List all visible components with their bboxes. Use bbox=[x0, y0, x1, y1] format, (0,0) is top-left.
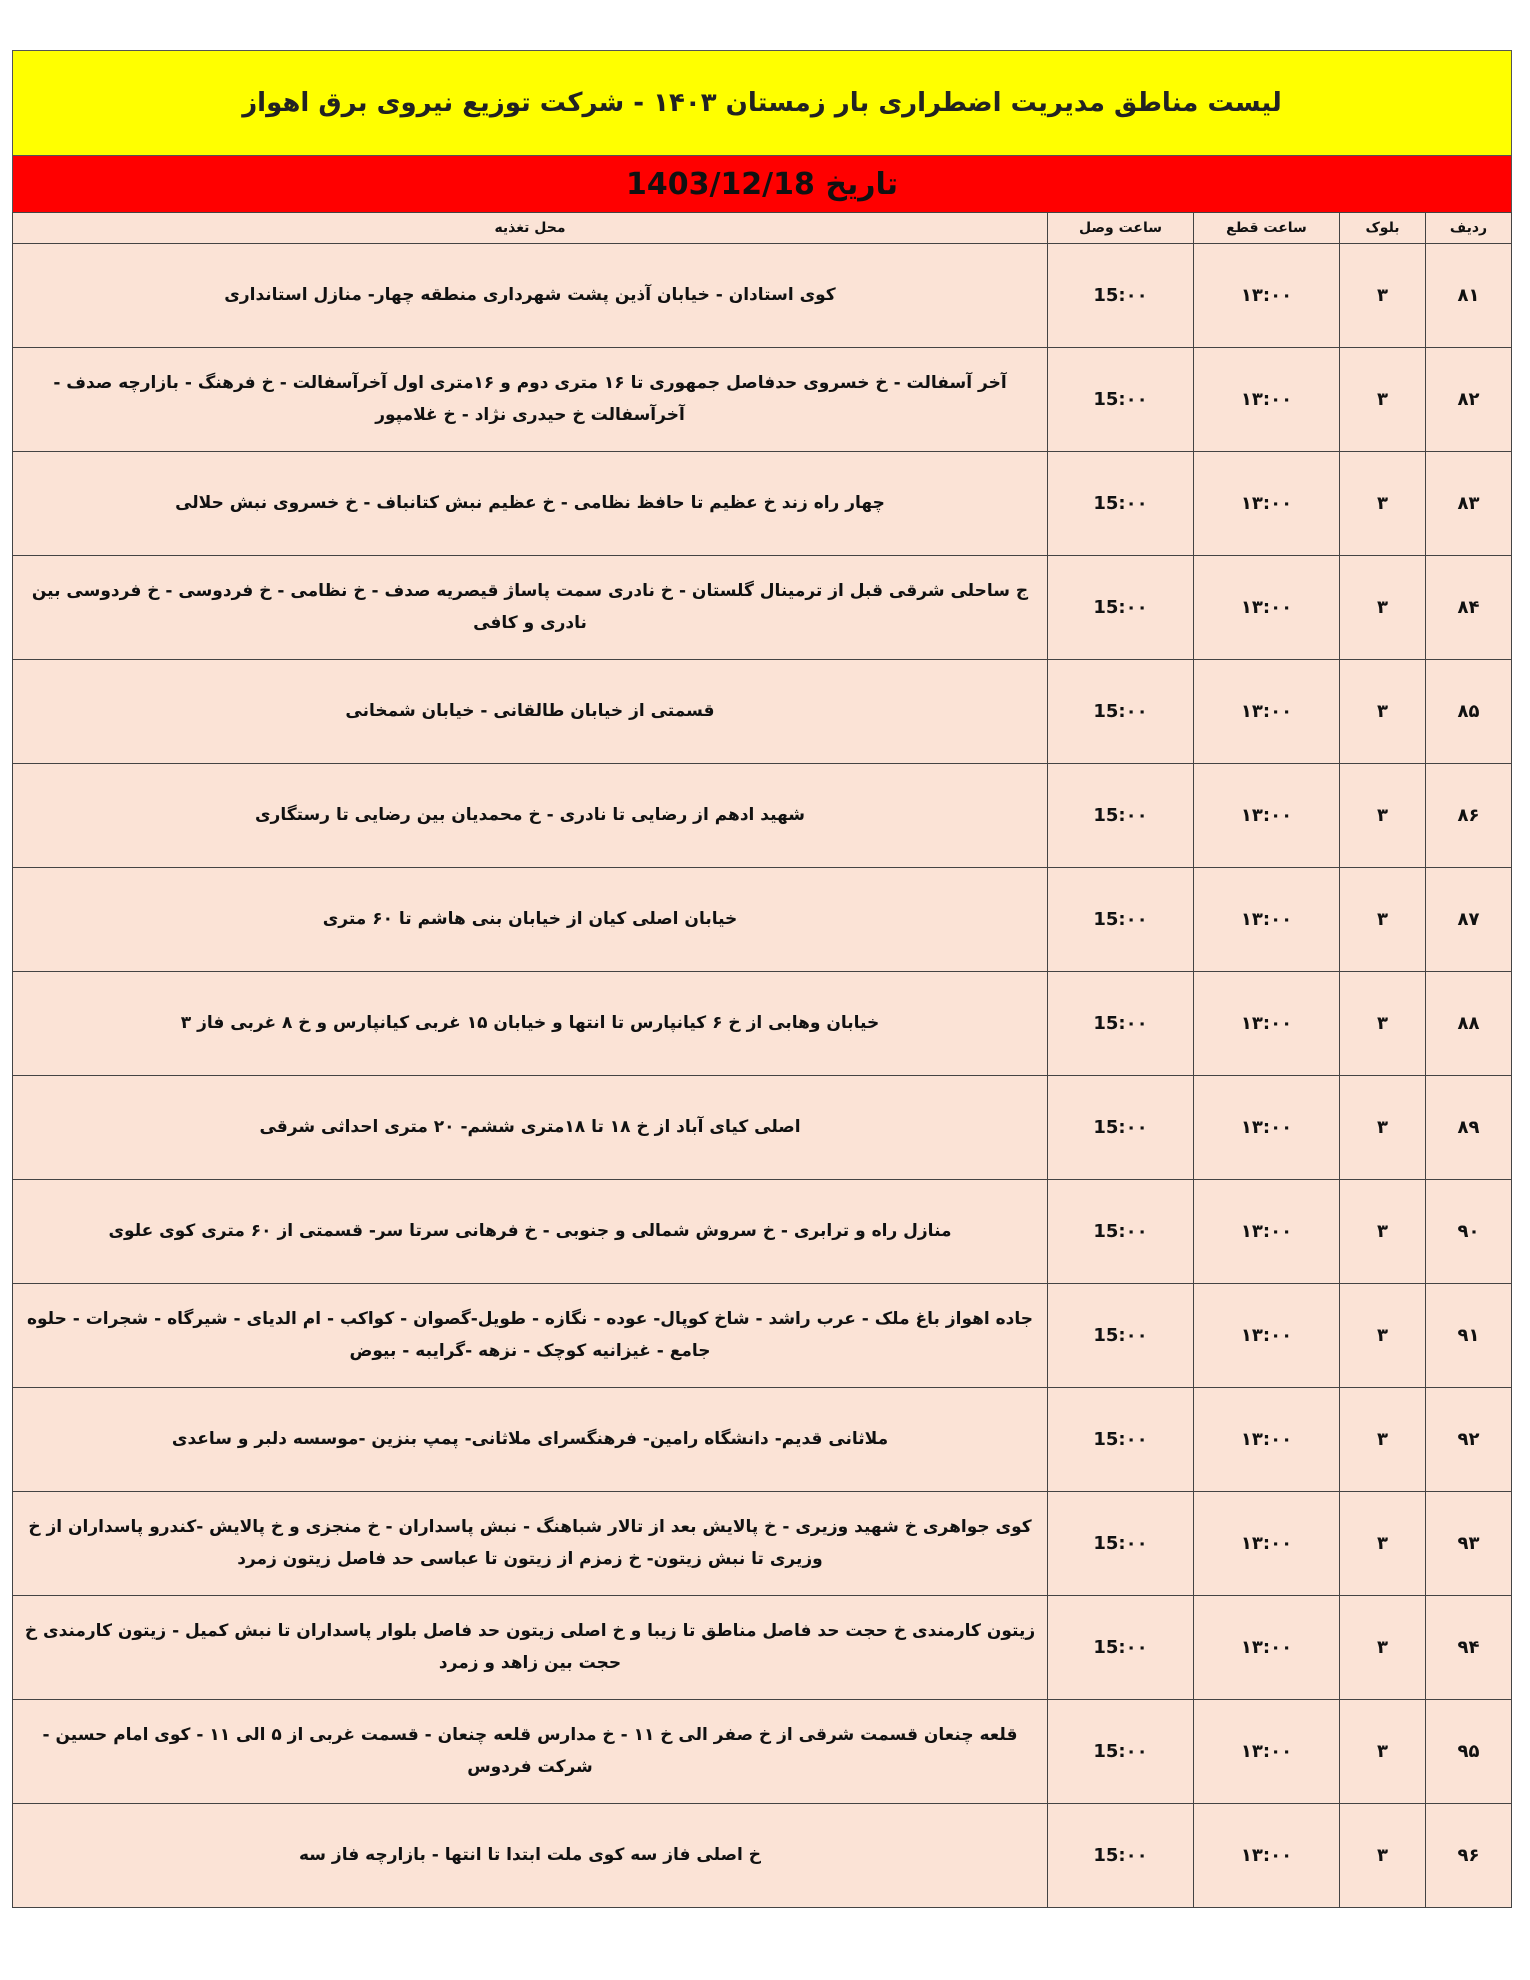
row-number-cell: ۹۳ bbox=[1426, 1492, 1512, 1596]
area-cell: چهار راه زند خ عظیم تا حافظ نظامی - خ عظیم نبش کتانباف - خ خسروی نبش حلالی bbox=[13, 452, 1048, 556]
table-row bbox=[13, 764, 1512, 868]
table-row bbox=[13, 1284, 1512, 1388]
cut-time-cell: ۱۳:۰۰ bbox=[1194, 868, 1340, 972]
area-cell: آخر آسفالت - خ خسروی حدفاصل جمهوری تا ۱۶ متری دوم و ۱۶متری اول آخرآسفالت - خ فرهنگ - بازارچه صدف - آخرآسفالت خ حیدری نژاد - خ غلامپور bbox=[13, 348, 1048, 452]
connect-time-cell: 15:۰۰ bbox=[1048, 868, 1194, 972]
cut-time-cell: ۱۳:۰۰ bbox=[1194, 556, 1340, 660]
block-cell: ۳ bbox=[1340, 1180, 1426, 1284]
area-cell: کوی استادان - خیابان آذین پشت شهرداری منطقه چهار- منازل استانداری bbox=[13, 244, 1048, 348]
block-cell: ۳ bbox=[1340, 1492, 1426, 1596]
table-header-row bbox=[13, 213, 1512, 244]
connect-time-cell: 15:۰۰ bbox=[1048, 1180, 1194, 1284]
header-connect-time: ساعت وصل bbox=[1048, 213, 1194, 244]
area-cell: خ اصلی فاز سه کوی ملت ابتدا تا انتها - بازارچه فاز سه bbox=[13, 1804, 1048, 1908]
row-number-cell: ۹۶ bbox=[1426, 1804, 1512, 1908]
row-number-cell: ۸۳ bbox=[1426, 452, 1512, 556]
row-number-cell: ۹۰ bbox=[1426, 1180, 1512, 1284]
block-cell: ۳ bbox=[1340, 868, 1426, 972]
table-row bbox=[13, 1388, 1512, 1492]
area-cell: زیتون کارمندی خ حجت حد فاصل مناطق تا زیبا و خ اصلی زیتون حد فاصل بلوار پاسداران تا نبش کمیل - زیتون کارمندی خ حجت بین زاهد و زمرد bbox=[13, 1596, 1048, 1700]
row-number-cell: ۹۴ bbox=[1426, 1596, 1512, 1700]
connect-time-cell: 15:۰۰ bbox=[1048, 452, 1194, 556]
cut-time-cell: ۱۳:۰۰ bbox=[1194, 764, 1340, 868]
table-row bbox=[13, 660, 1512, 764]
cut-time-cell: ۱۳:۰۰ bbox=[1194, 972, 1340, 1076]
block-cell: ۳ bbox=[1340, 1284, 1426, 1388]
header-block: بلوک bbox=[1340, 213, 1426, 244]
table-row bbox=[13, 1804, 1512, 1908]
cut-time-cell: ۱۳:۰۰ bbox=[1194, 1700, 1340, 1804]
cut-time-cell: ۱۳:۰۰ bbox=[1194, 452, 1340, 556]
connect-time-cell: 15:۰۰ bbox=[1048, 1492, 1194, 1596]
area-cell: ملاثانی قدیم- دانشگاه رامین- فرهنگسرای ملاثانی- پمپ بنزین -موسسه دلبر و ساعدی bbox=[13, 1388, 1048, 1492]
connect-time-cell: 15:۰۰ bbox=[1048, 764, 1194, 868]
row-number-cell: ۸۲ bbox=[1426, 348, 1512, 452]
block-cell: ۳ bbox=[1340, 452, 1426, 556]
connect-time-cell: 15:۰۰ bbox=[1048, 244, 1194, 348]
block-cell: ۳ bbox=[1340, 1076, 1426, 1180]
row-number-cell: ۸۴ bbox=[1426, 556, 1512, 660]
area-cell: شهید ادهم از رضایی تا نادری - خ محمدیان بین رضایی تا رستگاری bbox=[13, 764, 1048, 868]
row-number-cell: ۹۲ bbox=[1426, 1388, 1512, 1492]
block-cell: ۳ bbox=[1340, 556, 1426, 660]
connect-time-cell: 15:۰۰ bbox=[1048, 1388, 1194, 1492]
row-number-cell: ۹۱ bbox=[1426, 1284, 1512, 1388]
block-cell: ۳ bbox=[1340, 764, 1426, 868]
connect-time-cell: 15:۰۰ bbox=[1048, 1804, 1194, 1908]
connect-time-cell: 15:۰۰ bbox=[1048, 1596, 1194, 1700]
cut-time-cell: ۱۳:۰۰ bbox=[1194, 1180, 1340, 1284]
block-cell: ۳ bbox=[1340, 1388, 1426, 1492]
area-cell: جاده اهواز باغ ملک - عرب راشد - شاخ کوپال- عوده - نگازه - طویل-گصوان - کواکب - ام الدیای - شیرگاه - شجرات - حلوه جامع - غیزانیه کوچک - نزهه -گرایبه - بیوض bbox=[13, 1284, 1048, 1388]
cut-time-cell: ۱۳:۰۰ bbox=[1194, 1076, 1340, 1180]
cut-time-cell: ۱۳:۰۰ bbox=[1194, 244, 1340, 348]
table-row bbox=[13, 868, 1512, 972]
connect-time-cell: 15:۰۰ bbox=[1048, 1700, 1194, 1804]
connect-time-cell: 15:۰۰ bbox=[1048, 1284, 1194, 1388]
connect-time-cell: 15:۰۰ bbox=[1048, 1076, 1194, 1180]
schedule-table bbox=[12, 212, 1512, 1908]
cut-time-cell: ۱۳:۰۰ bbox=[1194, 1596, 1340, 1700]
table-row bbox=[13, 452, 1512, 556]
cut-time-cell: ۱۳:۰۰ bbox=[1194, 1284, 1340, 1388]
table-row bbox=[13, 972, 1512, 1076]
connect-time-cell: 15:۰۰ bbox=[1048, 972, 1194, 1076]
table-row bbox=[13, 1700, 1512, 1804]
row-number-cell: ۸۷ bbox=[1426, 868, 1512, 972]
header-area: محل تغذیه bbox=[13, 213, 1048, 244]
block-cell: ۳ bbox=[1340, 244, 1426, 348]
area-cell: خیابان اصلی کیان از خیابان بنی هاشم تا ۶۰ متری bbox=[13, 868, 1048, 972]
connect-time-cell: 15:۰۰ bbox=[1048, 556, 1194, 660]
cut-time-cell: ۱۳:۰۰ bbox=[1194, 1492, 1340, 1596]
table-row bbox=[13, 556, 1512, 660]
area-cell: خیابان وهابی از خ ۶ کیانپارس تا انتها و خیابان ۱۵ غربی کیانپارس و خ ۸ غربی فاز ۳ bbox=[13, 972, 1048, 1076]
area-cell: کوی جواهری خ شهید وزیری - خ پالایش بعد از تالار شباهنگ - نبش پاسداران - خ منجزی و خ پالایش -کندرو پاسداران از خ وزیری تا نبش زیتون- خ زمزم از زیتون تا عباسی حد فاصل زیتون زمرد bbox=[13, 1492, 1048, 1596]
cut-time-cell: ۱۳:۰۰ bbox=[1194, 660, 1340, 764]
block-cell: ۳ bbox=[1340, 348, 1426, 452]
cut-time-cell: ۱۳:۰۰ bbox=[1194, 1804, 1340, 1908]
table-row bbox=[13, 1492, 1512, 1596]
row-number-cell: ۹۵ bbox=[1426, 1700, 1512, 1804]
table-row bbox=[13, 244, 1512, 348]
row-number-cell: ۸۹ bbox=[1426, 1076, 1512, 1180]
row-number-cell: ۸۱ bbox=[1426, 244, 1512, 348]
block-cell: ۳ bbox=[1340, 1700, 1426, 1804]
header-cut-time: ساعت قطع bbox=[1194, 213, 1340, 244]
schedule-sheet bbox=[12, 50, 1512, 1908]
area-cell: قلعه چنعان قسمت شرقی از خ صفر الی خ ۱۱ - خ مدارس قلعه چنعان - قسمت غربی از ۵ الی ۱۱ - کوی امام حسین - شرکت فردوس bbox=[13, 1700, 1048, 1804]
table-row bbox=[13, 1596, 1512, 1700]
table-row bbox=[13, 1076, 1512, 1180]
header-row-number: ردیف bbox=[1426, 213, 1512, 244]
page-title: لیست مناطق مدیریت اضطراری بار زمستان ۱۴۰۳ - شرکت توزیع نیروی برق اهواز bbox=[12, 50, 1512, 155]
block-cell: ۳ bbox=[1340, 1596, 1426, 1700]
area-cell: ج ساحلی شرقی قبل از ترمینال گلستان - خ نادری سمت پاساژ قیصریه صدف - خ نظامی - خ فردوسی - خ فردوسی بین نادری و کافی bbox=[13, 556, 1048, 660]
connect-time-cell: 15:۰۰ bbox=[1048, 660, 1194, 764]
row-number-cell: ۸۶ bbox=[1426, 764, 1512, 868]
block-cell: ۳ bbox=[1340, 1804, 1426, 1908]
block-cell: ۳ bbox=[1340, 660, 1426, 764]
date-banner: تاریخ 1403/12/18 bbox=[12, 155, 1512, 212]
cut-time-cell: ۱۳:۰۰ bbox=[1194, 348, 1340, 452]
area-cell: قسمتی از خیابان طالقانی - خیابان شمخانی bbox=[13, 660, 1048, 764]
table-row bbox=[13, 348, 1512, 452]
area-cell: منازل راه و ترابری - خ سروش شمالی و جنوبی - خ فرهانی سرتا سر- قسمتی از ۶۰ متری کوی علوی bbox=[13, 1180, 1048, 1284]
area-cell: اصلی کیای آباد از خ ۱۸ تا ۱۸متری ششم- ۲۰ متری احداثی شرقی bbox=[13, 1076, 1048, 1180]
block-cell: ۳ bbox=[1340, 972, 1426, 1076]
connect-time-cell: 15:۰۰ bbox=[1048, 348, 1194, 452]
table-row bbox=[13, 1180, 1512, 1284]
row-number-cell: ۸۸ bbox=[1426, 972, 1512, 1076]
row-number-cell: ۸۵ bbox=[1426, 660, 1512, 764]
cut-time-cell: ۱۳:۰۰ bbox=[1194, 1388, 1340, 1492]
